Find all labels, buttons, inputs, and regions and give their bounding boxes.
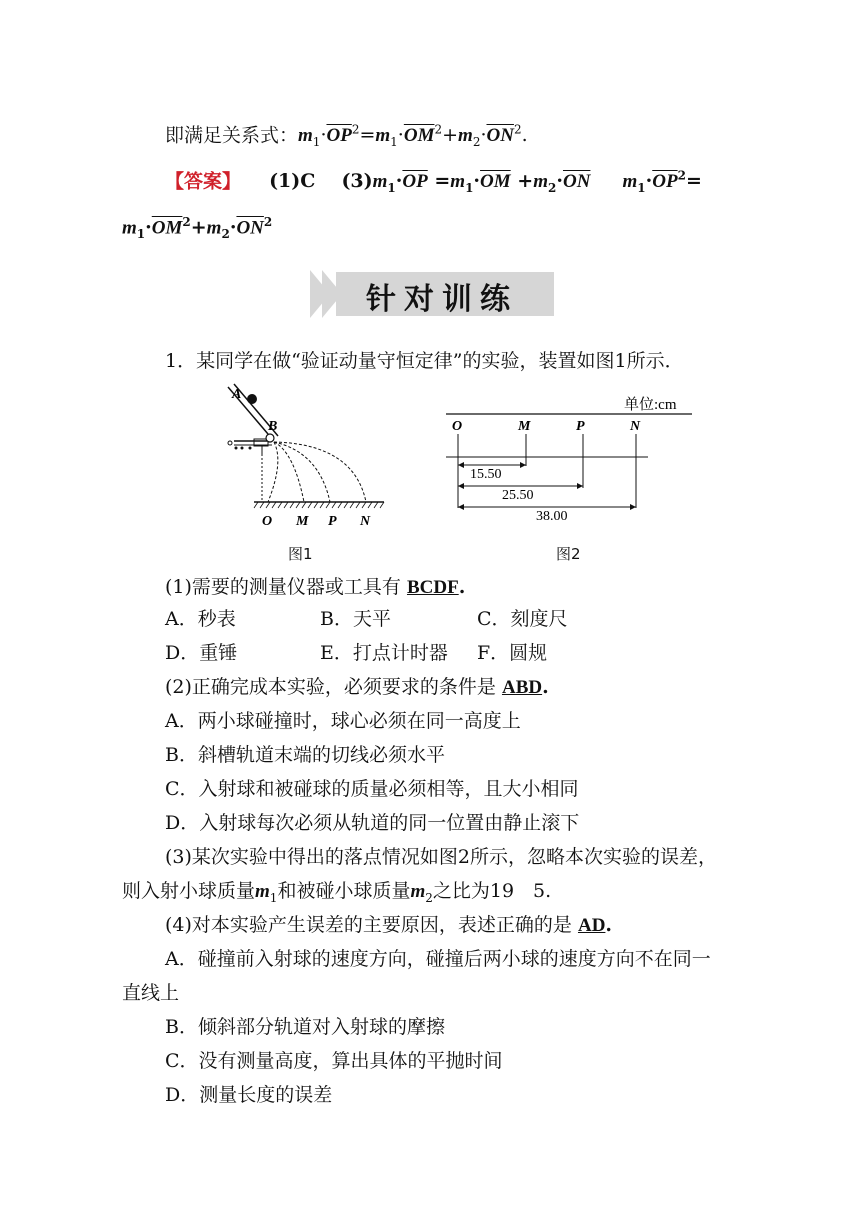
sub3-line-2: 则入射小球质量$m_1$和被碰小球质量$m_2$之比为19 5.	[122, 880, 552, 905]
fig1-label-m: M	[296, 514, 309, 529]
sub2-option-c: C．入射球和被碰球的质量必须相等，且大小相同	[165, 778, 579, 800]
sub-question-4	[165, 913, 612, 938]
sub4-option-a-line-2: 直线上	[122, 982, 180, 1004]
fig2-distance-op: 25.50	[502, 488, 534, 503]
fig1-label-n: N	[360, 514, 371, 529]
sub4-stem: (4)对本实验产生误差的主要原因，表述正确的是	[165, 914, 572, 936]
banner-title: 针对训练	[366, 282, 518, 317]
answer-part1: (1)C	[269, 170, 316, 193]
figure-1-apparatus	[224, 382, 394, 532]
relation-line	[165, 118, 528, 154]
fig1-label-o: O	[262, 514, 273, 529]
figure-2-distances	[440, 388, 700, 528]
sub1-answer: BCDF	[406, 577, 459, 598]
sub4-option-d: D．测量长度的误差	[165, 1084, 333, 1106]
relation-formula: $m_1\cdot\overline{OP}^2=m_1\cdot\overline{OM}^2+m_2\cdot\overline{ON}^2$.	[298, 123, 528, 150]
sub4-end: .	[605, 914, 613, 936]
sub1-option-d: D．重锤	[165, 642, 238, 664]
fig2-distance-on: 38.00	[536, 509, 568, 524]
fig1-label-b: B	[268, 419, 278, 434]
sub2-end: .	[542, 676, 549, 698]
sub4-answer: AD	[577, 915, 606, 936]
sub2-option-d: D．入射球每次必须从轨道的同一位置由静止滚下	[165, 812, 580, 834]
fig1-label-p: P	[328, 514, 337, 529]
fig2-point-m: M	[518, 419, 531, 434]
question-1-stem: 1．某同学在做“验证动量守恒定律”的实验，装置如图1所示．	[165, 350, 684, 372]
fig1-label-a: A	[232, 387, 242, 402]
sub1-option-a: A．秒表	[165, 608, 236, 630]
sub2-answer: ABD	[501, 677, 543, 698]
answer-tag: 【答案】	[165, 170, 242, 193]
sub4-option-b: B．倾斜部分轨道对入射球的摩擦	[165, 1016, 445, 1038]
sub1-option-f: F．圆规	[477, 642, 548, 664]
sub4-option-c: C．没有测量高度，算出具体的平抛时间	[165, 1050, 503, 1072]
fig2-unit: 单位:cm	[624, 397, 677, 413]
sub1-option-c: C．刻度尺	[477, 608, 568, 630]
sub2-option-b: B．斜槽轨道末端的切线必须水平	[165, 744, 445, 766]
figure-2-caption: 图2	[556, 545, 581, 563]
sub4-option-a-line-1: A．碰撞前入射球的速度方向，碰撞后两小球的速度方向不在同一	[165, 948, 711, 970]
answer-part3: $(3)m_1\cdot\overline{OP} =m_1\cdot\overline{OM} +m_2\cdot\overline{ON}$	[341, 170, 591, 196]
relation-prefix: 即满足关系式：	[165, 124, 299, 147]
fig2-point-p: P	[576, 419, 585, 434]
answer-part3-eq2: $m_1\cdot\overline{OP}^2=$	[622, 169, 702, 196]
fig2-point-n: N	[630, 419, 641, 434]
sub3-line-1: (3)某次实验中得出的落点情况如图2所示，忽略本次实验的误差，	[165, 846, 718, 868]
sub2-option-a: A．两小球碰撞时，球心必须在同一高度上	[165, 710, 521, 732]
sub1-stem: (1)需要的测量仪器或工具有	[165, 576, 401, 598]
sub1-option-b: B．天平	[320, 608, 391, 630]
answer-line	[165, 164, 702, 200]
sub1-option-e: E．打点计时器	[320, 642, 448, 664]
sub-question-2	[165, 675, 549, 700]
sub-question-1	[165, 575, 465, 600]
section-banner	[308, 268, 554, 320]
answer-line-2: $m_1\cdot\overline{OM}^2+m_2\cdot\overline{ON}^2$	[122, 215, 273, 242]
fig2-distance-om: 15.50	[470, 467, 502, 482]
figure-1-caption: 图1	[288, 545, 313, 563]
sub2-stem: (2)正确完成本实验，必须要求的条件是	[165, 676, 496, 698]
sub1-end: .	[458, 576, 466, 598]
fig2-point-o: O	[452, 419, 463, 434]
